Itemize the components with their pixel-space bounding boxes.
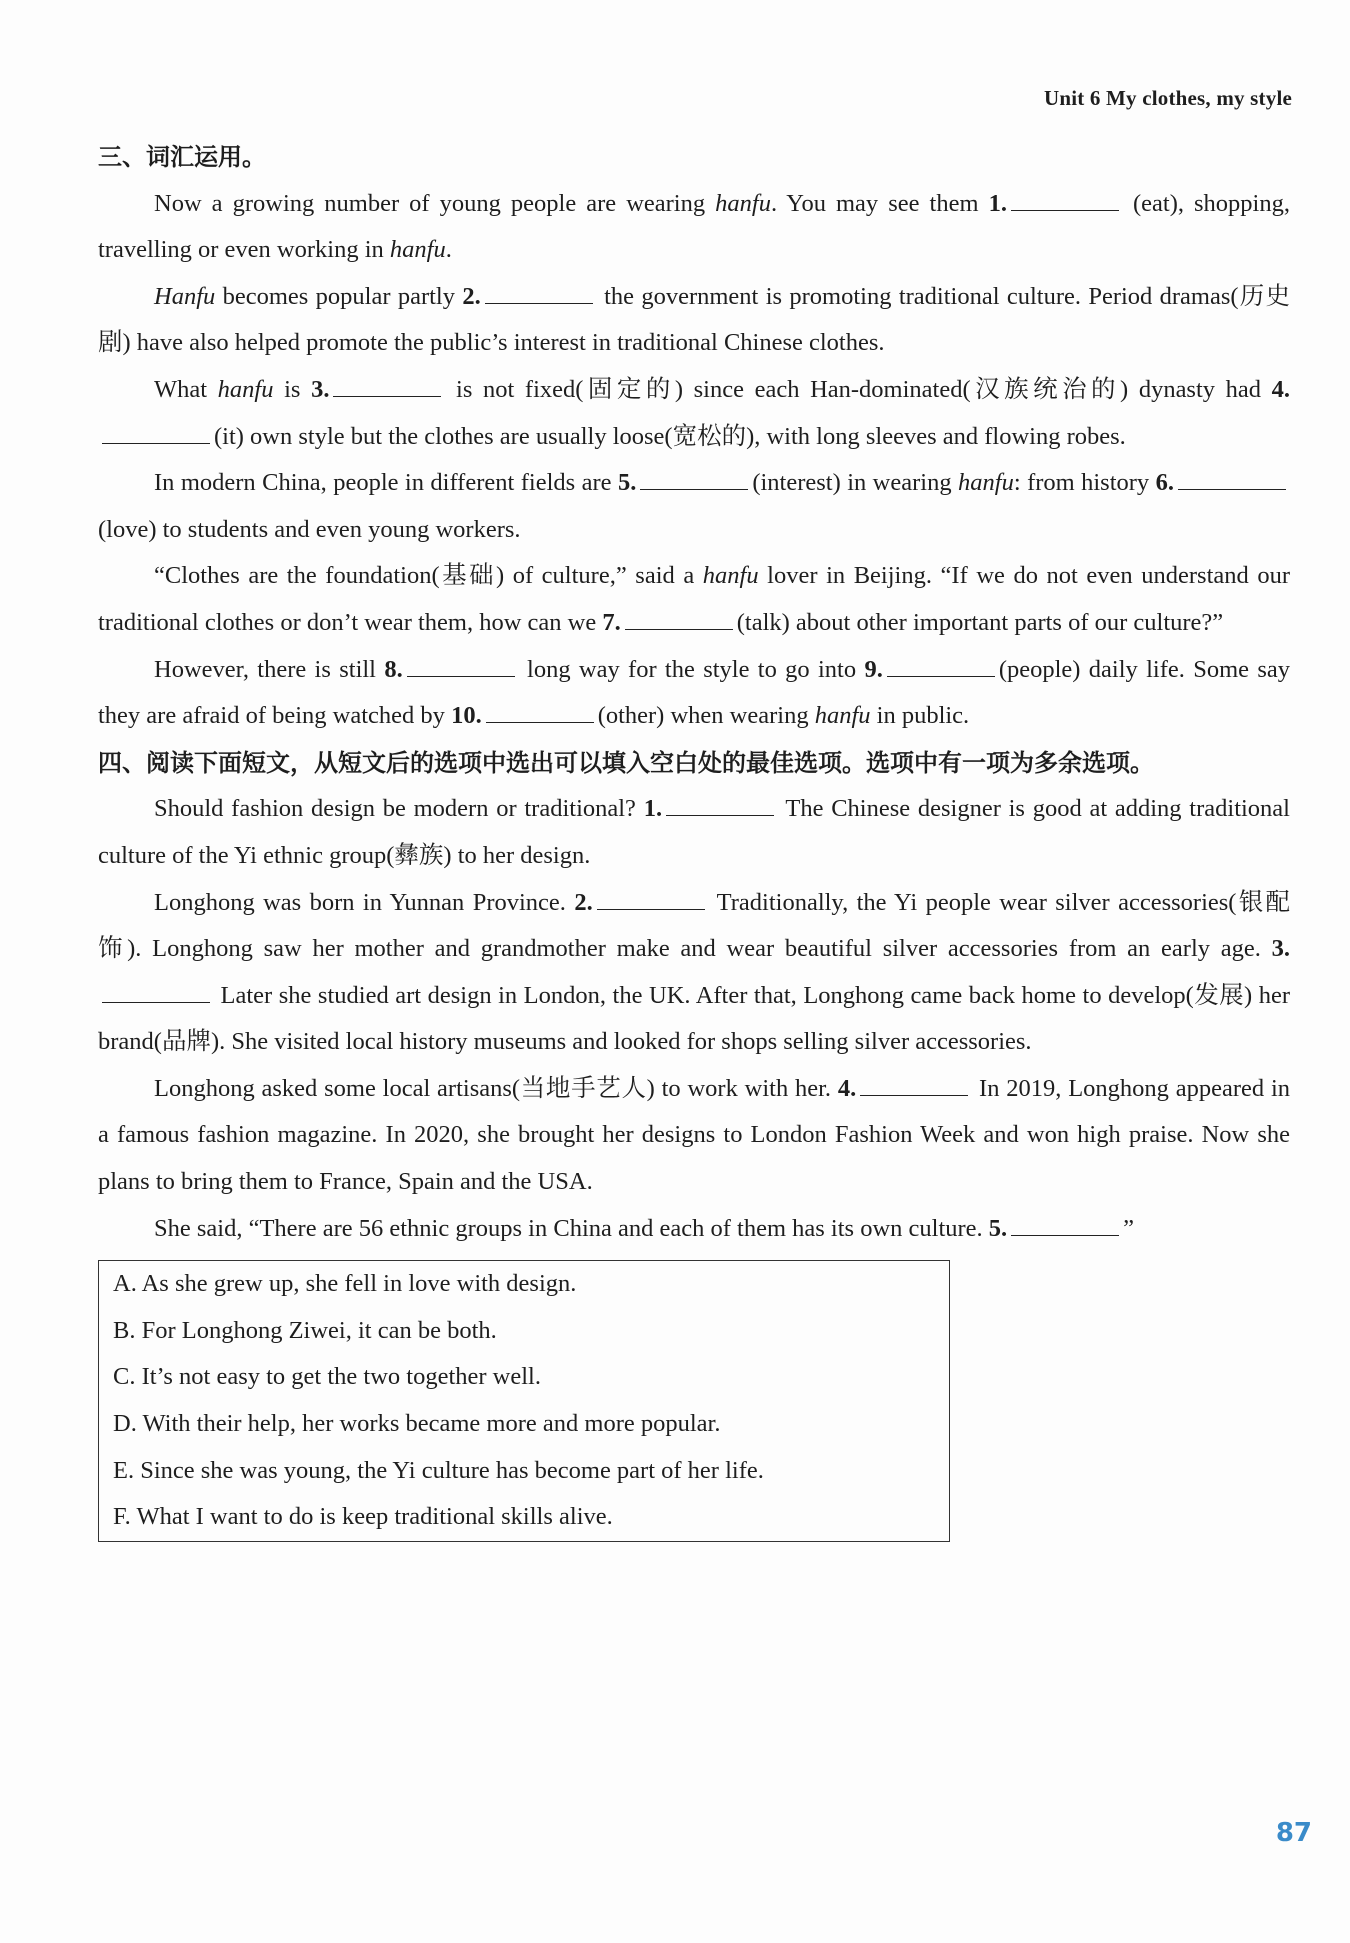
answer-blank[interactable] [333, 374, 441, 397]
unit-header: Unit 6 My clothes, my style [1043, 86, 1292, 110]
page-number: 87 [1275, 1818, 1312, 1848]
answer-blank[interactable] [1178, 467, 1286, 490]
s4-paragraph-4: She said, “There are 56 ethnic groups in China and each of them has its own culture. 5. ” [154, 1214, 1135, 1242]
option-e: E. Since she was young, the Yi culture has become part of her life. [113, 1456, 764, 1484]
answer-blank[interactable] [102, 421, 210, 444]
section-4-title: 四、阅读下面短文，从短文后的选项中选出可以填入空白处的最佳选项。选项中有一项为多余选项。 [98, 748, 1154, 777]
option-f: F. What I want to do is keep traditional skills alive. [113, 1503, 613, 1531]
answer-blank[interactable] [640, 467, 748, 490]
answer-blank[interactable] [1011, 188, 1119, 211]
option-d: D. With their help, her works became more and more popular. [113, 1410, 721, 1438]
answer-blank[interactable] [887, 654, 995, 677]
option-a: A. As she grew up, she fell in love with design. [113, 1270, 577, 1298]
page-content [98, 134, 1290, 1542]
option-b: B. For Longhong Ziwei, it can be both. [113, 1316, 497, 1344]
s4-paragraph-1: Should fashion design be modern or traditional? 1. The Chinese designer is good at adding traditional culture of the Yi ethnic group(彝族) to her design. [98, 795, 1290, 869]
options-box [98, 1260, 950, 1542]
answer-blank[interactable] [1011, 1213, 1119, 1236]
answer-blank[interactable] [597, 887, 705, 910]
answer-blank[interactable] [407, 654, 515, 677]
answer-blank[interactable] [485, 281, 593, 304]
s3-paragraph-4: In modern China, people in different fields are 5. (interest) in wearing hanfu: from history 6.(love) to students and even young workers. [98, 460, 1290, 553]
answer-blank[interactable] [486, 700, 594, 723]
answer-blank[interactable] [860, 1073, 968, 1096]
s4-paragraph-2: Longhong was born in Yunnan Province. 2. Traditionally, the Yi people wear silver accessories(银配饰). Longhong saw her mother and grandmother make and wear beautiful silver accessories from an early age. 3. Later she studied art design in London, the UK. After that, Longhong came back home to develop(发展) her brand(品牌). She visited local history museums and looked for shops selling silver accessories. [98, 888, 1290, 1056]
answer-blank[interactable] [666, 793, 774, 816]
section-3-title: 三、词汇运用。 [98, 143, 266, 171]
answer-blank[interactable] [102, 980, 210, 1003]
s3-paragraph-2: Hanfu becomes popular partly 2. the government is promoting traditional culture. Period dramas(历史剧) have also helped promote the public’s interest in traditional Chinese clothes. [98, 282, 1291, 357]
s3-paragraph-1: Now a growing number of young people are wearing hanfu. You may see them 1. (eat), shopping, travelling or even working in hanfu. [98, 189, 1290, 264]
s4-paragraph-3: Longhong asked some local artisans(当地手艺人) to work with her. 4. In 2019, Longhong appeared in a famous fashion magazine. In 2020, she brought her designs to London Fashion Week and won high praise. Now she plans to bring them to France, Spain and the USA. [98, 1074, 1290, 1196]
answer-blank[interactable] [625, 607, 733, 630]
s3-paragraph-3: What hanfu is 3. is not fixed(固定的) since each Han-dominated(汉族统治的) dynasty had 4.(it) own style but the clothes are usually loose(宽松的), with long sleeves and flowing robes. [98, 367, 1290, 460]
s3-paragraph-5: “Clothes are the foundation(基础) of culture,” said a hanfu lover in Beijing. “If we do not even understand our traditional clothes or don’t wear them, how can we 7. (talk) about other important parts of our culture?” [98, 562, 1290, 636]
option-c: C. It’s not easy to get the two together well. [113, 1363, 541, 1391]
s3-paragraph-6: However, there is still 8. long way for the style to go into 9. (people) daily life. Some say they are afraid of being watched by 10. (other) when wearing hanfu in public. [98, 655, 1290, 730]
